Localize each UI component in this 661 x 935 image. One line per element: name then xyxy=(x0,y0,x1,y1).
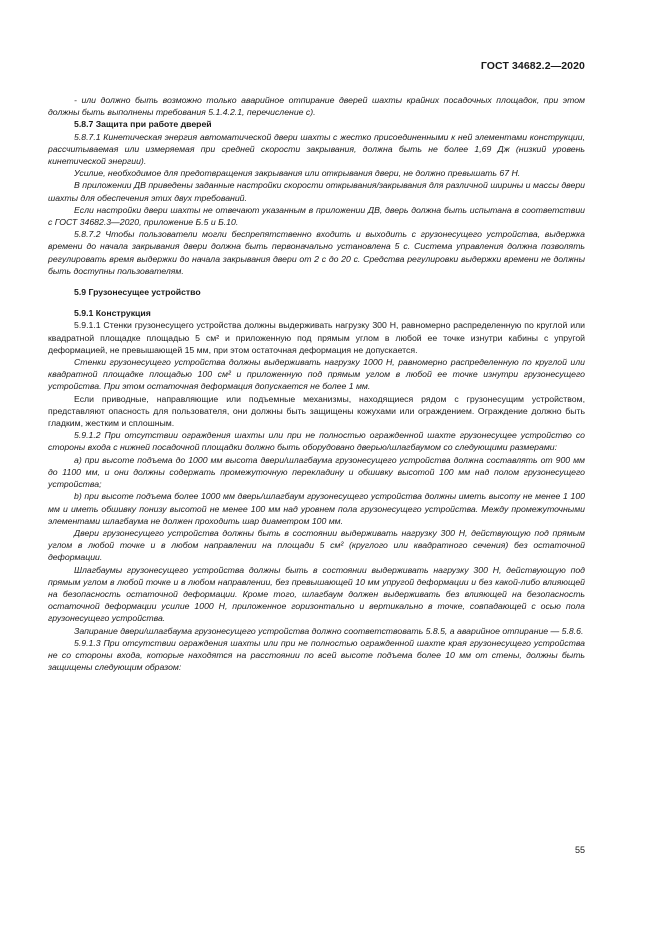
paragraph: 5.8.7.2 Чтобы пользователи могли беспрепятственно входить и выходить с грузонесущего устройства, выдержка времени до начала закрывания двери должна быть первоначально установлена 5 с. Система управления должна позволять регулировать время выдержки до начала закрывания двери от 2 с до 20 с. Средства регулировки выдержки времени не должны быть доступны пользователям. xyxy=(48,229,585,276)
paragraph: Шлагбаумы грузонесущего устройства должны быть в состоянии выдерживать нагрузку 300 Н, действующую под прямым углом в любой точке и в любом направлении, без превышающей 10 мм упругой деформации и без какой-либо влияющей на безопасность остаточной деформации. Кроме того, шлагбаум должен выдерживать без влияющей на безопасность остаточной деформации усилие 1000 Н, приложенное горизонтально и вертикально в точке, совпадающей с осью пола грузонесущего устройства. xyxy=(48,564,585,624)
paragraph: 5.9.1.2 При отсутствии ограждения шахты или при не полностью огражденной шахте грузонесущее устройство со стороны входа с нижней посадочной площадки должно быть оборудовано дверью/шлагбаумом со следующими размерами: xyxy=(48,430,585,453)
document-id: ГОСТ 34682.2—2020 xyxy=(480,60,585,72)
paragraph: 5.8.7.1 Кинетическая энергия автоматической двери шахты с жестко присоединенными к ней элементами конструкции, рассчитываемая или измеряемая при средней скорости закрывания, должна быть не более 1,69 Дж (низкий уровень кинетической энергии). xyxy=(48,131,585,167)
section-heading: 5.9 Грузонесущее устройство xyxy=(74,287,201,298)
paragraph: 5.9.1.3 При отсутствии ограждения шахты или при не полностью огражденной шахте края грузонесущего устройства не со стороны входа, которые находятся на расстоянии по всей высоте подъема более 10 мм от стены, должны быть защищены следующим образом: xyxy=(48,637,585,673)
paragraph: Двери грузонесущего устройства должны быть в состоянии выдерживать нагрузку 300 Н, действующую под прямым углом в любой точке и в любом направлении на площади 5 см² (круглого или квадратного сечения) без остаточной деформации. xyxy=(48,527,585,563)
paragraph-gap xyxy=(48,277,585,286)
paragraph: Усилие, необходимое для предотвращения закрывания или открывания двери, не должно превышать 67 Н. xyxy=(74,168,521,179)
paragraph: Если приводные, направляющие или подъемные механизмы, находящиеся рядом с грузонесущим устройством, представляют опасность для пользователя, они должны быть защищены кожухами или ограждением. Ограждение должно быть гладким, жестким и сплошным. xyxy=(48,393,585,429)
paragraph: Если настройки двери шахты не отвечают указанным в приложении ДВ, дверь должна быть испытана в соответствии с ГОСТ 34682.3—2020, приложение Б.5 и Б.10. xyxy=(48,204,585,228)
paragraph: 5.9.1.1 Стенки грузонесущего устройства должны выдерживать нагрузку 300 Н, равномерно распределенную по круглой или квадратной площадке площадью 5 см² и приложенную под прямым углом в любой ее точке изнутри кабины с упругой деформацией, не превышающей 15 мм, при этом остаточная деформация не допускается. xyxy=(48,320,585,355)
body-text xyxy=(48,94,585,673)
paragraph: В приложении ДВ приведены заданные настройки скорости открывания/закрывания для различной ширины и массы двери шахты для обеспечения этих двух требований. xyxy=(48,180,585,203)
section-heading: 5.8.7 Защита при работе дверей xyxy=(74,119,212,130)
section-heading: 5.9.1 Конструкция xyxy=(74,308,151,319)
paragraph: a) при высоте подъема до 1000 мм высота двери/шлагбаума грузонесущего устройства должна составлять от 900 мм до 1100 мм, и они должны содержать промежуточную перекладину и обшивку высотой 100 мм над полом грузонесущего устройства; xyxy=(48,454,585,490)
page-number: 55 xyxy=(574,845,585,855)
paragraph: Стенки грузонесущего устройства должны выдерживать нагрузку 1000 Н, равномерно распределенную по круглой или квадратной площадке площадью 100 см² и приложенную под прямым углом в любой ее точке изнутри грузонесущего устройства. При этом остаточная деформация допускается не более 1 мм. xyxy=(48,357,585,392)
paragraph: - или должно быть возможно только аварийное отпирание дверей шахты крайних посадочных площадок, при этом должны быть выполнены требования 5.1.4.2.1, перечисление c). xyxy=(48,95,585,118)
paragraph-gap xyxy=(48,298,585,307)
paragraph: b) при высоте подъема более 1000 мм дверь/шлагбаум грузонесущего устройства должны иметь высоту не менее 1 100 мм и иметь обшивку понизу высотой не менее 100 мм над уровнем пола грузонесущего устройства. Между промежуточными элементами шлагбаума не должен проходить шар диаметром 100 мм. xyxy=(48,491,585,526)
paragraph: Запирание двери/шлагбаума грузонесущего устройства должно соответствовать 5.8.5, а аварийное отпирание — 5.8.6. xyxy=(74,625,584,636)
